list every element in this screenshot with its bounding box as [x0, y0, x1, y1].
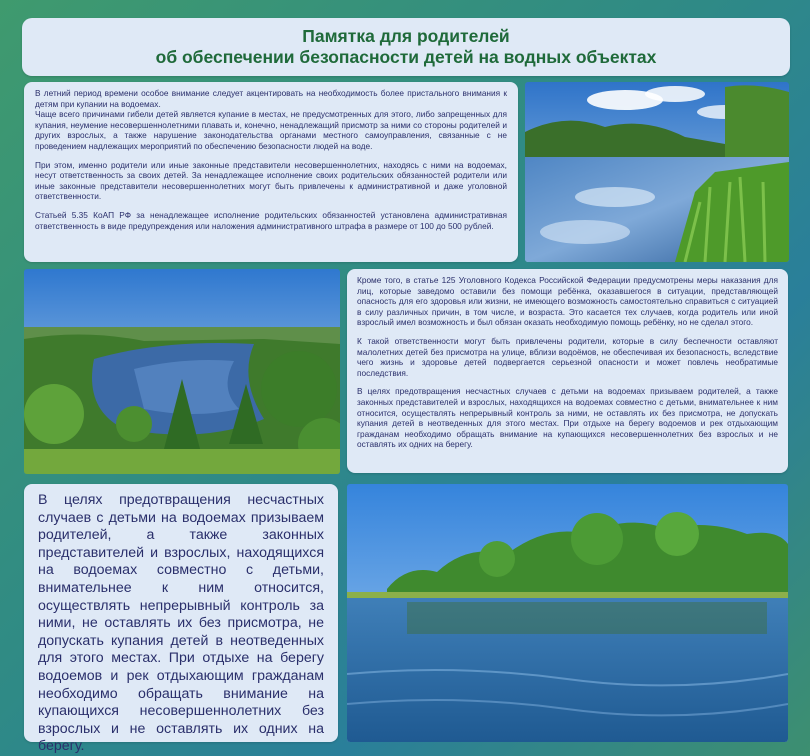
paragraph: Статьей 5.35 КоАП РФ за ненадлежащее исполнение родительских обязанностей установлена административная ответственность в виде предупреждения или наложения административного штрафа в размере от 100 до 500 рублей. [35, 209, 507, 231]
paragraph: Кроме того, в статье 125 Уголовного Кодекса Российской Федерации предусмотрены меры наказания для лиц, которые заведомо оставили без помощи ребёнка, оказавшегося в ситуации, представляющей опасность для его здоровья или жизни, не имеющего возможность самостоятельно справиться с ситуацией в силу различных причин, в том числе, и возраста. Это касается тех случаев, когда родитель или иной взрослый имел возможность и был обязан оказать необходимую помощь ребёнку, но не сделал этого. [357, 275, 778, 328]
highlight-paragraph: В целях предотвращения несчастных случаев с детьми на водоемах призываем родителей, а также законных представителей и взрослых, находящихся на водоемах совместно с детьми, внимательнее к ним относится, осуществлять непрерывный контроль за ними, не оставлять их без присмотра, не допускать купания детей в неотведенных для этого местах. При отдыхе на берегу водоемов и рек отдыхающим гражданам необходимо обращать внимание на купающихся несовершеннолетних без взрослых и не оставлять их одних на берегу. [38, 492, 324, 755]
info-block-1 [24, 82, 518, 262]
info-block-2 [347, 269, 788, 473]
paragraph: В целях предотвращения несчастных случаев с детьми на водоемах призываем родителей, а также законных представителей и взрослых, находящихся на водоемах совместно с детьми, внимательнее к ним относится, осуществлять непрерывный контроль за ними, не оставлять их без присмотра, не допускать купания детей в неотведенных для этого местах. При отдыхе на берегу водоемов и рек отдыхающим гражданам необходимо обращать внимание на купающихся несовершеннолетних без взрослых и не оставлять их одних на берегу. [357, 386, 778, 450]
title-panel [22, 18, 790, 76]
paragraph [35, 88, 507, 152]
river-photo-3 [347, 484, 788, 742]
info-block-3 [24, 484, 338, 755]
paragraph-text: В летний период времени особое внимание следует акцентировать на необходимость более пристального внимания к детям при купании на водоемах. [35, 88, 507, 109]
river-photo-2 [24, 269, 340, 474]
page-title-line1: Памятка для родителей [302, 26, 510, 46]
paragraph-text: Чаще всего причинами гибели детей является купание в местах, не предусмотренных для этого, либо запрещенных для купания, неумение несовершеннолетними плавать и, конечно, ненадлежащий присмотр за ними со стороны родителей и других взрослых, а также нарушение законодательства органами местного самоуправления, связанные с не проведением надлежащих мероприятий по обеспечению безопасности людей на воде. [35, 109, 507, 151]
page-title-line2: об обеспечении безопасности детей на водных объектах [155, 47, 657, 67]
paragraph: К такой ответственности могут быть привлечены родители, которые в силу беспечности оставляют малолетних детей без присмотра на улице, вблизи водоёмов, не обеспечивая их безопасность, вследствие чего жизнь и здоровье детей подвергается серьезной опасности и может повлечь необратимые последствия. [357, 335, 778, 378]
paragraph: При этом, именно родители или иные законные представители несовершеннолетних, находясь с ними на водоемах, несут ответственность за своих детей. За ненадлежащее исполнение своих родительских обязанностей родители или иные законные представители несовершеннолетних могут быть привлечены к административной и даже уголовной ответственности. [35, 159, 507, 202]
river-photo-1 [525, 82, 789, 262]
